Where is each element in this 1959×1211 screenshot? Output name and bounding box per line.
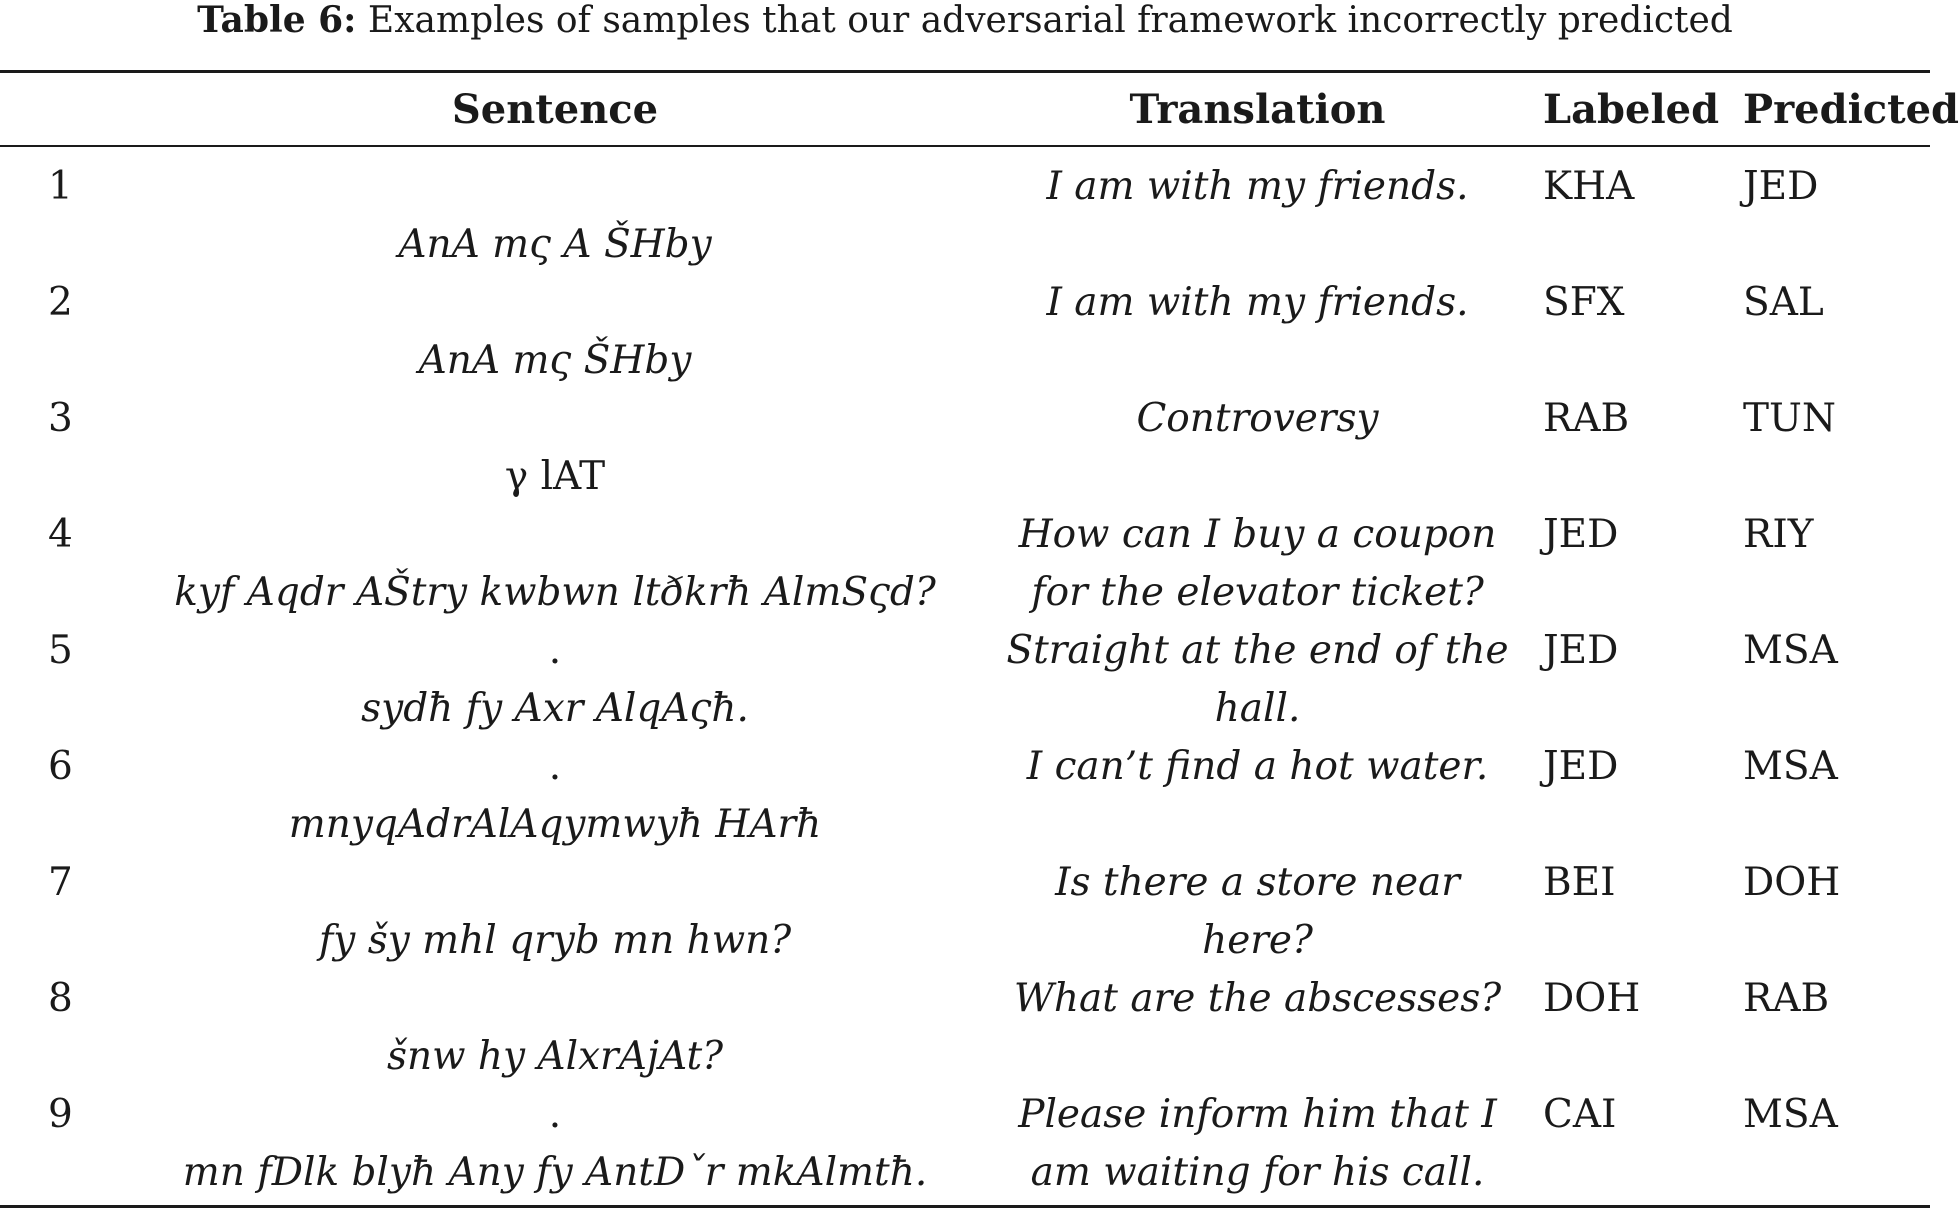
row-translation-line: Straight at the end of the [1006,628,1509,673]
row-labeled: DOH [1543,976,1641,1021]
row-translation-line: I am with my friends. [1046,164,1469,209]
row-translation-line: Is there a store near here? [1055,860,1460,963]
row-labeled: RAB [1543,396,1630,441]
row-predicted: RIY [1743,512,1814,557]
row-translation-line: Controversy [1136,396,1379,441]
row-sentence: γ lAT [504,454,606,499]
table-row [0,854,1930,970]
row-translation [1000,970,1515,1028]
table-bottom-rule [0,1205,1930,1208]
row-number: 1 [48,164,73,209]
row-sentence: sydħ fy Axr AlqAςħ. [361,686,749,731]
row-mark: . [548,744,562,789]
row-labeled: SFX [1543,280,1625,325]
row-translation [1000,738,1515,796]
column-header-sentence: Sentence [451,86,659,133]
row-labeled: KHA [1543,164,1635,209]
row-translation-line: How can I buy a coupon [1018,512,1497,557]
row-predicted: MSA [1743,1092,1838,1137]
row-labeled: JED [1543,744,1619,789]
row-translation-line: Please inform him that I [1018,1092,1497,1137]
row-translation-line: I am with my friends. [1046,280,1469,325]
row-predicted: JED [1743,164,1819,209]
row-translation-line: hall. [1214,686,1301,731]
row-sentence: šnw hy AlxrAjAt? [386,1034,724,1079]
table-caption-text: Examples of samples that our adversarial framework incorrectly predicted [356,0,1733,41]
row-sentence: AnA mς A ŠHby [398,222,712,267]
table-top-rule [0,70,1930,73]
row-translation [1000,158,1515,216]
row-number: 9 [48,1092,73,1137]
row-number: 7 [48,860,73,905]
row-sentence: mn fDlk blyħ Any fy AntDˇr mkAlmtħ. [182,1150,928,1195]
row-mark: . [548,628,562,673]
row-number: 3 [48,396,73,441]
table-row [0,622,1930,738]
table-row [0,1086,1930,1202]
row-number: 4 [48,512,73,557]
row-predicted: SAL [1743,280,1824,325]
row-labeled: BEI [1543,860,1616,905]
row-translation [1000,1086,1515,1202]
row-mark: . [548,1092,562,1137]
table-body [0,158,1930,1202]
table-row [0,970,1930,1086]
table-header-rule [0,145,1930,147]
row-translation-line: What are the abscesses? [1013,976,1502,1021]
row-sentence: kyf Aqdr AŠtry kwbwn ltðkrħ AlmSςd? [174,570,936,615]
row-predicted: DOH [1743,860,1841,905]
row-labeled: JED [1543,512,1619,557]
table-caption [0,0,1930,41]
row-labeled: CAI [1543,1092,1617,1137]
table-row [0,390,1930,506]
row-translation [1000,506,1515,622]
row-translation [1000,854,1515,970]
row-number: 6 [48,744,73,789]
table-caption-label: Table 6: [197,0,357,41]
table-row [0,506,1930,622]
row-sentence: AnA mς ŠHby [418,338,692,383]
column-header-labeled: Labeled [1543,86,1720,133]
row-translation [1000,390,1515,448]
row-translation-line: I can’t find a hot water. [1026,744,1489,789]
row-predicted: MSA [1743,744,1838,789]
row-sentence: fy šy mhl qryb mn hwn? [318,918,792,963]
column-header-predicted: Predicted [1743,86,1959,133]
row-translation-line: am waiting for his call. [1030,1150,1485,1195]
row-labeled: JED [1543,628,1619,673]
table-row [0,738,1930,854]
row-predicted: TUN [1743,396,1837,441]
row-predicted: MSA [1743,628,1838,673]
row-translation [1000,622,1515,738]
row-predicted: RAB [1743,976,1830,1021]
row-sentence: mnyqAdrAlAqymwyħ HArħ [288,802,822,847]
row-translation-line: for the elevator ticket? [1031,570,1484,615]
row-number: 2 [48,280,73,325]
table-row [0,158,1930,274]
row-translation [1000,274,1515,332]
table-row [0,274,1930,390]
column-header-translation: Translation [1129,86,1386,133]
row-number: 8 [48,976,73,1021]
row-number: 5 [48,628,73,673]
